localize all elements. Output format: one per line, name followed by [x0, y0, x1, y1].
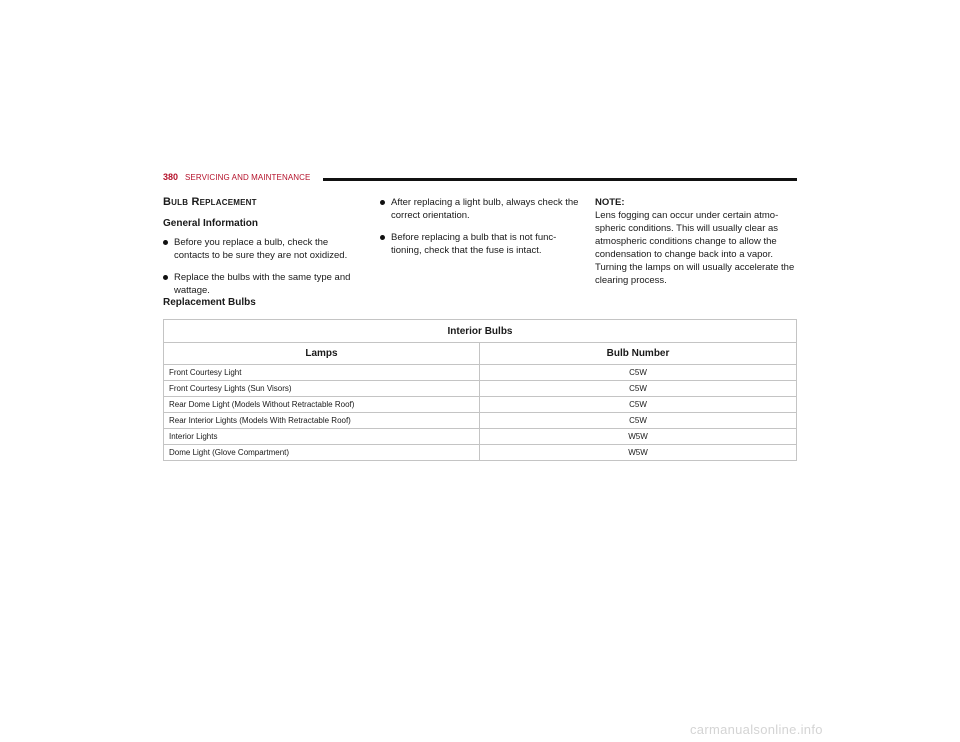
- column-header-lamps: Lamps: [164, 343, 480, 365]
- bulb-number-cell: C5W: [480, 397, 797, 413]
- lamp-cell: Rear Dome Light (Models Without Retractable Roof): [164, 397, 480, 413]
- note-block: [595, 196, 800, 287]
- bulb-number-cell: C5W: [480, 365, 797, 381]
- header-rule: [323, 178, 797, 181]
- interior-bulbs-table: [163, 319, 797, 461]
- bullet-item: [380, 196, 580, 222]
- bullet-text: Replace the bulbs with the same type and wattage.: [174, 272, 351, 296]
- table-row: [164, 413, 797, 429]
- bulb-number-cell: W5W: [480, 429, 797, 445]
- general-information-heading: General Information: [163, 218, 259, 229]
- table-row: [164, 397, 797, 413]
- table-row: [164, 445, 797, 461]
- bullet-item: [163, 236, 363, 262]
- bullet-item: [380, 231, 580, 257]
- bullet-text: Before replacing a bulb that is not func-tioning, check that the fuse is intact.: [391, 232, 557, 256]
- bullet-item: [163, 271, 363, 297]
- bullet-text: Before you replace a bulb, check the contacts to be sure they are not oxidized.: [174, 237, 348, 261]
- lamp-cell: Rear Interior Lights (Models With Retractable Roof): [164, 413, 480, 429]
- column-left: [163, 196, 363, 306]
- lamp-cell: Front Courtesy Lights (Sun Visors): [164, 381, 480, 397]
- page-number: 380: [163, 172, 179, 182]
- table-row: [164, 381, 797, 397]
- bullet-dot-icon: [163, 275, 168, 280]
- lamp-cell: Front Courtesy Light: [164, 365, 480, 381]
- bullet-dot-icon: [380, 200, 385, 205]
- bullet-list-middle: [380, 196, 580, 257]
- bullet-dot-icon: [380, 235, 385, 240]
- table-caption: Interior Bulbs: [164, 320, 797, 343]
- page-header: [163, 172, 797, 186]
- note-label: NOTE:: [595, 197, 625, 208]
- bulb-number-cell: C5W: [480, 381, 797, 397]
- table-row: [164, 365, 797, 381]
- bulb-number-cell: W5W: [480, 445, 797, 461]
- note-text: Lens fogging can occur under certain atmo-spheric conditions. This will usually clear as atmospheric conditions change to allow the condensation to change back into a vapor. Turning the lamps on will usually accelerate the clearing process.: [595, 210, 795, 286]
- bullet-list-left: [163, 236, 363, 297]
- bulb-number-cell: C5W: [480, 413, 797, 429]
- section-title: SERVICING AND MAINTENANCE: [185, 173, 311, 182]
- lamp-cell: Interior Lights: [164, 429, 480, 445]
- bulb-replacement-title: Bulb Replacement: [163, 196, 257, 208]
- lamp-cell: Dome Light (Glove Compartment): [164, 445, 480, 461]
- table-row: [164, 429, 797, 445]
- bullet-text: After replacing a light bulb, always check the correct orientation.: [391, 197, 579, 221]
- watermark: carmanualsonline.info: [690, 722, 823, 737]
- bullet-dot-icon: [163, 240, 168, 245]
- column-middle: [380, 196, 580, 266]
- column-header-bulb-number: Bulb Number: [480, 343, 797, 365]
- replacement-bulbs-heading: Replacement Bulbs: [163, 297, 256, 308]
